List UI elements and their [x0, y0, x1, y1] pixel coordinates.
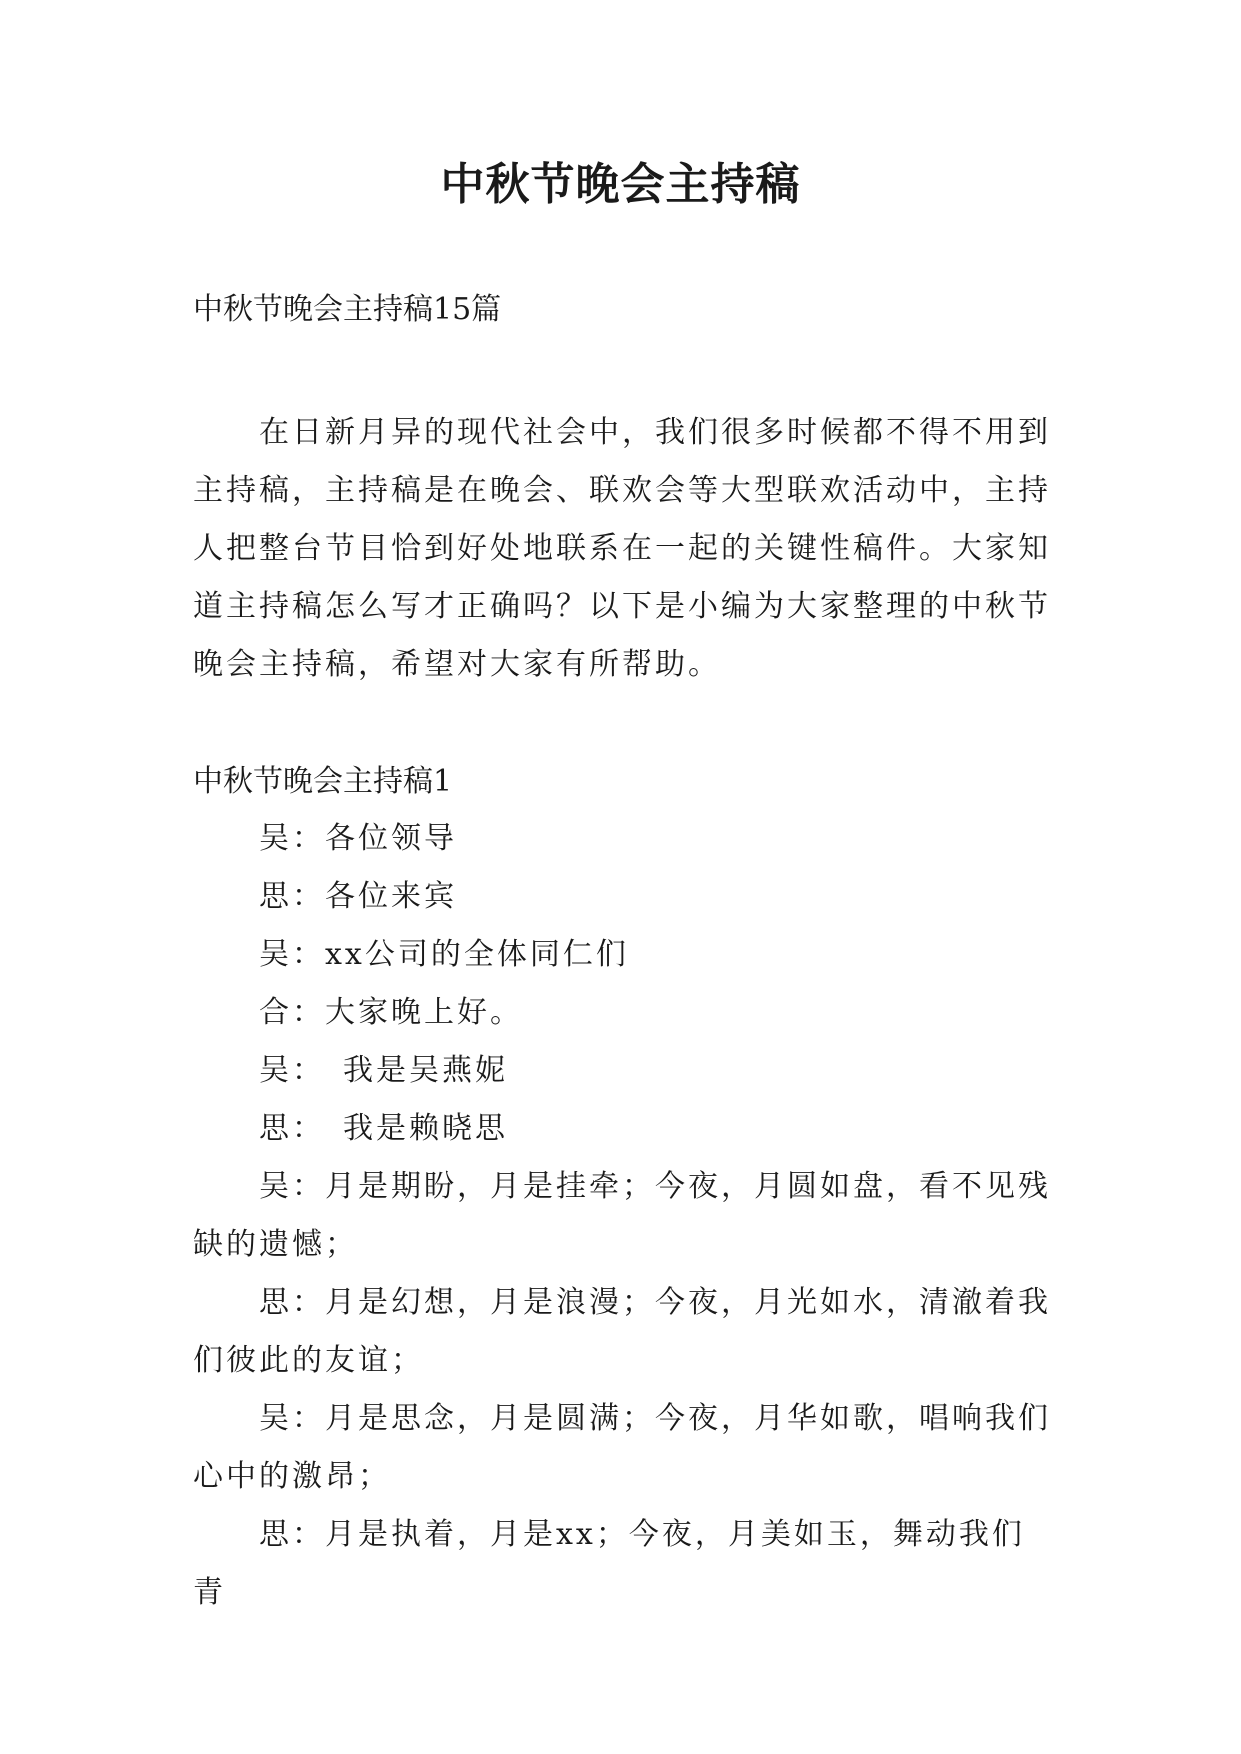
script-line: 吴：xx公司的全体同仁们 — [259, 937, 629, 972]
document-subtitle: 中秋节晚会主持稿15篇 — [193, 292, 502, 327]
script-line: 思：月是幻想，月是浪漫；今夜，月光如水，清澈着我们彼此的友谊； — [193, 1285, 1051, 1378]
script-line: 思：各位来宾 — [259, 879, 457, 914]
script-line: 吴： 我是吴燕妮 — [259, 1053, 508, 1088]
document-title: 中秋节晚会主持稿 — [440, 159, 801, 210]
script-line: 思：月是执着，月是xx；今夜，月美如玉，舞动我们青 — [193, 1517, 1025, 1610]
script-line: 吴：月是思念，月是圆满；今夜，月华如歌，唱响我们心中的激昂； — [193, 1401, 1051, 1494]
script-line: 思： 我是赖晓思 — [259, 1111, 508, 1146]
intro-paragraph: 在日新月异的现代社会中，我们很多时候都不得不用到主持稿，主持稿是在晚会、联欢会等大型联欢活动中，主持人把整台节目恰到好处地联系在一起的关键性稿件。大家知道主持稿怎么写才正确吗？以下是小编为大家整理的中秋节晚会主持稿，希望对大家有所帮助。 — [193, 415, 1051, 682]
script-lines — [193, 810, 1053, 1622]
script-line: 吴：月是期盼，月是挂牵；今夜，月圆如盘，看不见残缺的遗憾； — [193, 1169, 1051, 1262]
script-line: 吴：各位领导 — [259, 821, 457, 856]
script-line: 合：大家晚上好。 — [259, 995, 523, 1030]
section-title: 中秋节晚会主持稿1 — [193, 764, 453, 799]
